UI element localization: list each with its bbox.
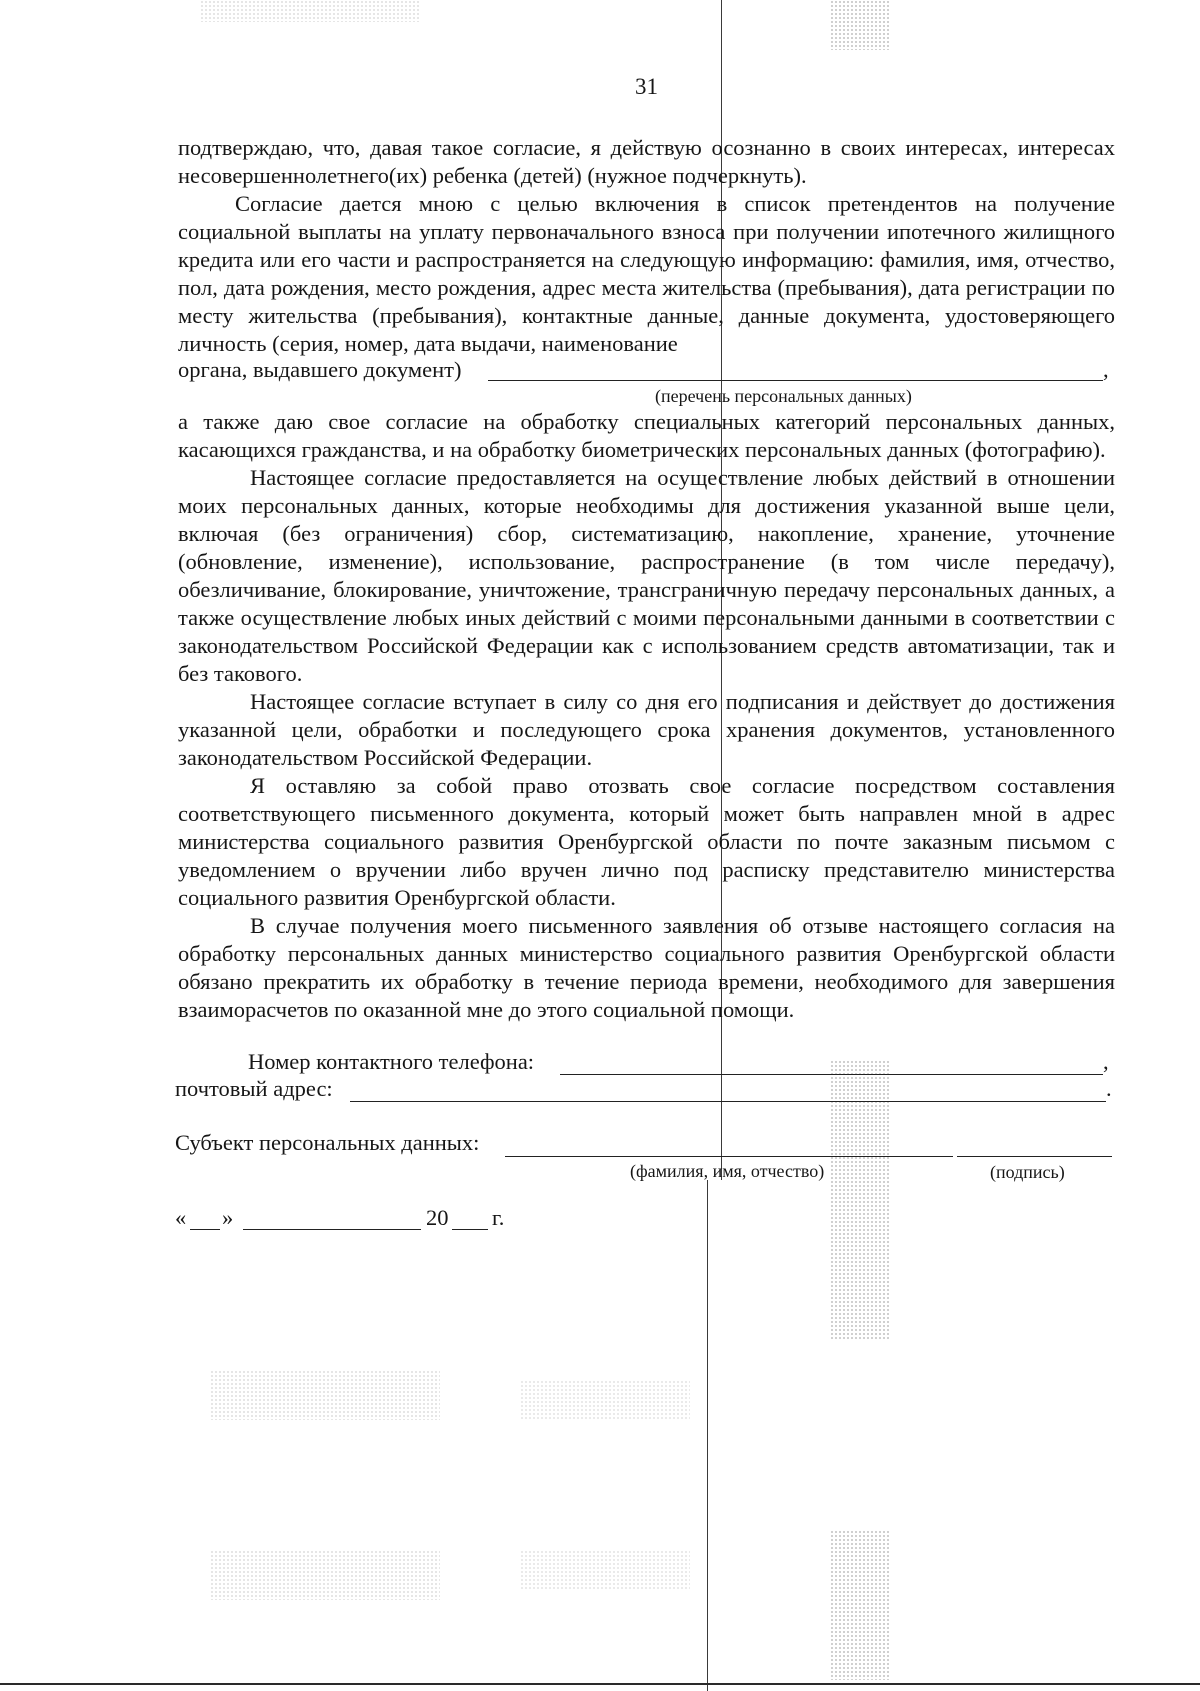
paragraph-processing-actions: Настоящее согласие предоставляется на осуществление любых действий в отношении моих персональных данных, которые необходимы для достижения указанной выше цели, включая (без ограничения) сбор, систематизацию, накопление, хранение, уточнение (обновление, изменение), использование, распространение (в том числе передачу), обезличивание, блокирование, уничтожение, трансграничную передачу персональных данных, а также осуществление любых иных действий с моими персональными данными в соответствии с законодательством Российской Федерации как с использованием средств автоматизации, так и без такового. — [178, 465, 1115, 686]
postal-address-label: почтовый адрес: — [175, 1076, 333, 1101]
consent-text-block-1 — [178, 134, 1115, 358]
paragraph-confirmation: подтверждаю, что, давая такое согласие, я действую осознанно в своих интересах, интересах несовершеннолетнего(их) ребенка (детей) (нужное подчеркнуть). — [178, 135, 1115, 188]
scan-noise — [200, 0, 420, 22]
paragraph-special-categories: а также даю свое согласие на обработку специальных категорий персональных данных, касающихся гражданства, и на обработку биометрических персональных данных (фотографию). — [178, 409, 1115, 462]
phone-label: Номер контактного телефона: — [248, 1049, 535, 1074]
consent-text-block-2 — [178, 408, 1115, 1024]
date-day-field[interactable] — [190, 1229, 220, 1230]
scan-noise — [830, 0, 890, 50]
issuing-authority-label: органа, выдавшего документ) — [178, 357, 462, 382]
scan-noise — [210, 1550, 440, 1600]
scan-bottom-edge — [0, 1683, 1200, 1685]
scan-noise — [520, 1380, 690, 1420]
paragraph-validity: Настоящее согласие вступает в силу со дня его подписания и действует до достижения указанной цели, обработки и последующего срока хранения документов, установленного законодательством Российской Федерации. — [178, 689, 1115, 770]
date-close-quote: » — [222, 1205, 234, 1230]
date-open-quote: « — [175, 1205, 187, 1230]
page-number: 31 — [635, 74, 658, 99]
caption-fio: (фамилия, имя, отчество) — [630, 1161, 825, 1181]
paragraph-consent-purpose: Согласие дается мною с целью включения в список претендентов на получение социальной выплаты на уплату первоначального взноса при получении ипотечного жилищного кредита или его части и распространяется на следующую информацию: фамилия, имя, отчество, пол, дата рождения, место рождения, адрес места жительства (пребывания), дата регистрации по месту жительства (пребывания), контактные данные, данные документа, удостоверяющего личность (серия, номер, дата выдачи, наименование — [178, 191, 1115, 356]
scan-noise — [830, 1060, 890, 1340]
issuing-authority-line-comma: , — [1103, 357, 1109, 382]
date-month-field[interactable] — [243, 1229, 421, 1230]
paragraph-withdrawal-consequence: В случае получения моего письменного заявления об отзыве настоящего согласия на обработку персональных данных министерство социального развития Оренбургской области обязано прекратить их обработку в течение периода времени, необходимого для завершения взаиморасчетов по оказанной мне до этого социальной помощи. — [178, 913, 1115, 1022]
caption-personal-data-list: (перечень персональных данных) — [655, 386, 912, 406]
postal-address-field[interactable] — [350, 1101, 1106, 1102]
scan-fold-line-lower — [707, 1180, 708, 1691]
paragraph-withdrawal-right: Я оставляю за собой право отозвать свое согласие посредством составления соответствующего письменного документа, который может быть направлен мной в адрес министерства социального развития Оренбургской области по почте заказным письмом с уведомлением о вручении либо вручен лично под расписку представителю министерства социального развития Оренбургской области. — [178, 773, 1115, 910]
phone-line-comma: , — [1103, 1049, 1109, 1074]
date-year-prefix: 20 — [426, 1205, 449, 1230]
data-subject-fio-field[interactable] — [505, 1156, 953, 1157]
data-subject-signature-field[interactable] — [957, 1156, 1112, 1157]
scan-noise — [830, 1530, 890, 1680]
date-year-suffix: г. — [492, 1205, 505, 1230]
data-subject-label: Субъект персональных данных: — [175, 1130, 480, 1155]
date-year-field[interactable] — [452, 1229, 488, 1230]
personal-data-list-field[interactable] — [488, 380, 1103, 381]
phone-field[interactable] — [560, 1074, 1103, 1075]
scan-noise — [210, 1370, 440, 1420]
caption-signature: (подпись) — [990, 1162, 1065, 1182]
postal-line-period: . — [1106, 1076, 1112, 1101]
scan-noise — [520, 1550, 690, 1590]
